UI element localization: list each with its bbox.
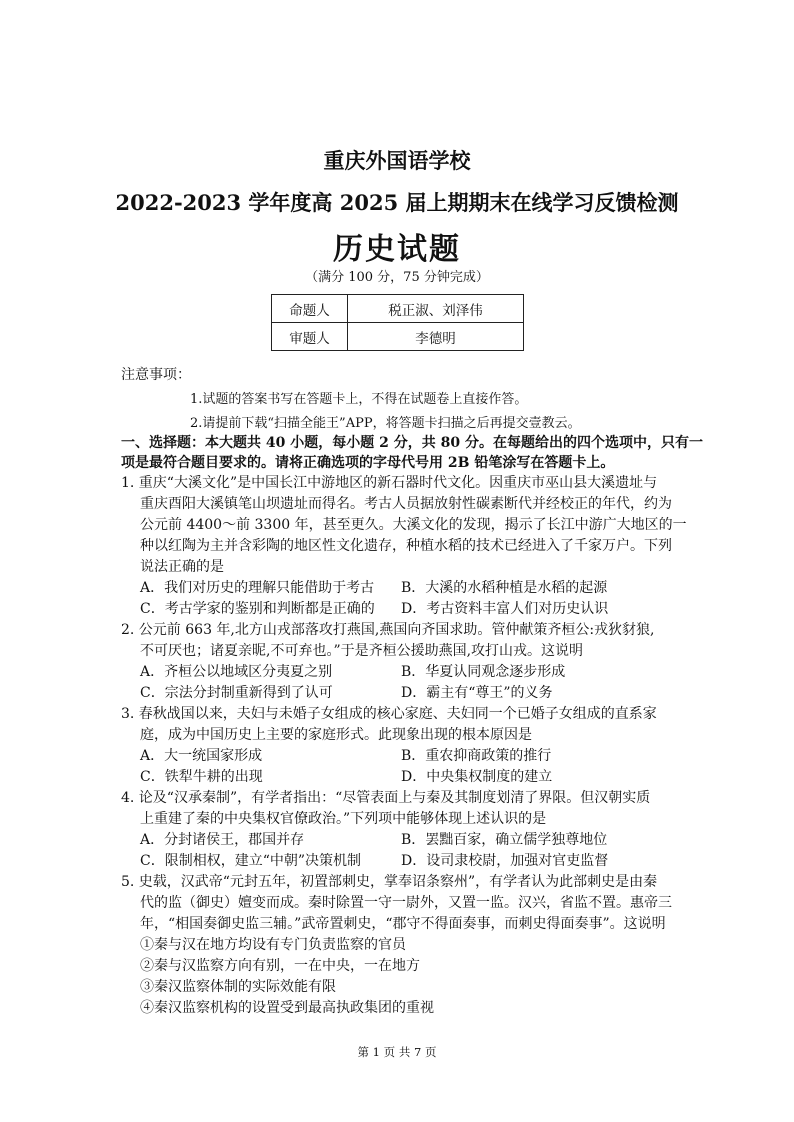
section-1-line-1: 一、选择题：本大题共 40 小题，每小题 2 分，共 80 分。在每题给出的四个选项中，只有一	[121, 435, 703, 451]
q3-stem-line-1: 3. 春秋战国以来，夫妇与未婚子女组成的核心家庭、夫妇同一个已婚子女组成的直系家	[121, 706, 657, 722]
q4-option-b: B．罢黜百家，确立儒学独尊地位	[401, 832, 608, 848]
q4-stem-line-1: 4. 论及“汉承秦制”，有学者指出：“尽管表面上与秦及其制度划清了界限。但汉朝实质	[121, 790, 651, 806]
q1-option-b: B．大溪的水稻种植是水稻的起源	[401, 580, 608, 596]
q5-item-1: ①秦与汉在地方均设有专门负责监察的官员	[140, 937, 406, 953]
authors-row-reviewer	[272, 323, 524, 351]
q2-option-a: A．齐桓公以地域区分夷夏之别	[140, 664, 333, 680]
page-footer: 第 1 页 共 7 页	[357, 1045, 437, 1059]
q2-stem-line-1: 2. 公元前 663 年,北方山戎部落攻打燕国,燕国向齐国求助。管仲献策齐桓公:戎狄豺狼,	[121, 622, 655, 638]
q5-stem-line-1: 5. 史载，汉武帝“元封五年，初置部刺史，掌奉诏条察州”，有学者认为此部刺史是由秦	[121, 874, 658, 890]
q2-option-b: B．华夏认同观念逐步形成	[401, 664, 566, 680]
q1-option-a: A．我们对历史的理解只能借助于考古	[140, 580, 375, 596]
q2-stem-line-2: 不可厌也；诸夏亲昵,不可弃也。”于是齐桓公援助燕国,攻打山戎。这说明	[140, 643, 584, 659]
reviewer-label: 审题人	[272, 323, 348, 351]
q4-option-d: D．设司隶校尉，加强对官吏监督	[401, 853, 609, 869]
q4-option-c: C．限制相权，建立“中朝”决策机制	[140, 853, 362, 869]
q1-option-d: D．考古资料丰富人们对历史认识	[401, 601, 609, 617]
q5-stem-line-3: 年，“相国奏御史监三辅。”武帝置刺史，“郡守不得面奏事，而刺史得面奏事”。这说明	[140, 916, 666, 932]
q5-item-2: ②秦与汉监察方向有别，一在中央，一在地方	[140, 958, 420, 974]
q4-stem-line-2: 上重建了秦的中央集权官僚政治。”下列项中能够体现上述认识的是	[140, 811, 547, 827]
q2-option-c: C．宗法分封制重新得到了认可	[140, 685, 333, 701]
q3-option-a: A．大一统国家形成	[140, 748, 263, 764]
q1-stem-line-4: 种以红陶为主并含彩陶的地区性文化遗存，种植水稻的技术已经进入了千家万户。下列	[140, 538, 672, 554]
setter-label: 命题人	[272, 295, 348, 323]
q1-stem-line-1: 1. 重庆“大溪文化”是中国长江中游地区的新石器时代文化。因重庆市巫山县大溪遗址与	[121, 475, 658, 491]
q5-stem-line-2: 代的监（御史）嬗变而成。秦时除置一守一尉外，又置一监。汉兴，省监不置。惠帝三	[140, 895, 672, 911]
subject-title: 历史试题	[333, 232, 461, 267]
q1-stem-line-3: 公元前 4400～前 3300 年，甚至更久。大溪文化的发现，揭示了长江中游广大地区的一	[140, 517, 687, 533]
school-name: 重庆外国语学校	[323, 148, 471, 173]
section-1-line-2: 项是最符合题目要求的。请将正确选项的字母代号用 2B 铅笔涂写在答题卡上。	[121, 455, 615, 471]
q3-option-d: D．中央集权制度的建立	[401, 769, 553, 785]
authors-table	[271, 294, 524, 351]
exam-title: 2022-2023 学年度高 2025 届上期期末在线学习反馈检测	[115, 190, 679, 215]
note-item-2: 2.请提前下载“扫描全能王”APP，将答题卡扫描之后再提交壹教云。	[190, 416, 581, 431]
setter-names: 税正淑、刘泽伟	[348, 295, 524, 323]
section-1-instructions	[121, 433, 703, 473]
note-item-1: 1.试题的答案书写在答题卡上，不得在试题卷上直接作答。	[190, 392, 528, 407]
q2-option-d: D．霸主有“尊王”的义务	[401, 685, 553, 701]
q1-stem-line-2: 重庆酉阳大溪镇笔山坝遗址而得名。考古人员据放射性碳素断代并经校正的年代，约为	[140, 496, 672, 512]
q1-option-c: C．考古学家的鉴别和判断都是正确的	[140, 601, 375, 617]
q1-stem-line-5: 说法正确的是	[140, 559, 224, 575]
q5-item-4: ④秦汉监察机构的设置受到最高执政集团的重视	[140, 1000, 434, 1016]
score-note: （满分 100 分，75 分钟完成）	[305, 270, 489, 285]
q3-option-b: B．重农抑商政策的推行	[401, 748, 552, 764]
reviewer-name: 李德明	[348, 323, 524, 351]
q5-item-3: ③秦汉监察体制的实际效能有限	[140, 979, 336, 995]
q3-stem-line-2: 庭，成为中国历史上主要的家庭形式。此现象出现的根本原因是	[140, 727, 532, 743]
q4-option-a: A．分封诸侯王，郡国并存	[140, 832, 305, 848]
notes-title: 注意事项：	[121, 367, 191, 383]
q3-option-c: C．铁犁牛耕的出现	[140, 769, 263, 785]
authors-row-setter	[272, 295, 524, 323]
